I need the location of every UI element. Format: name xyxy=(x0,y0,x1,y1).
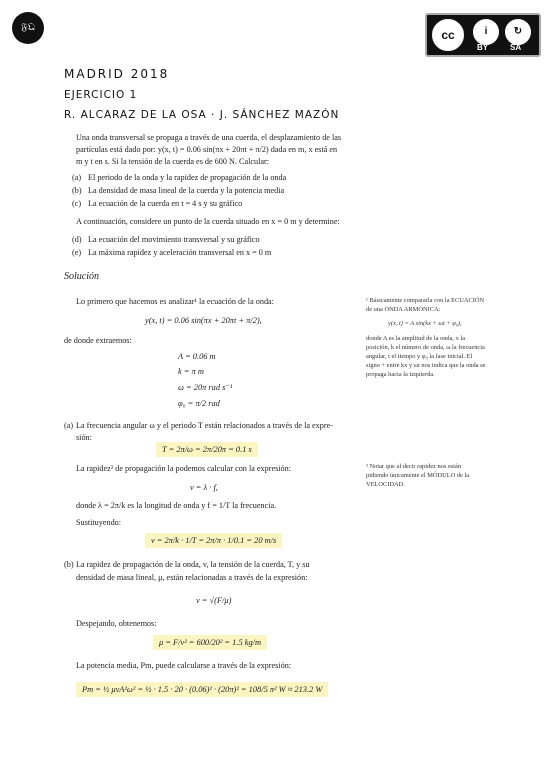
item-a-mark: (a) xyxy=(72,173,82,182)
statement-line-2: partículas está dado por: y(x, t) = 0.06 sin(πx + 20πt + π/2) dada en m, x está en xyxy=(76,145,338,154)
part-a-text-1: La frecuencia angular ω y el periodo T están relacionados a través de la expre- xyxy=(76,421,333,430)
item-e-text: La máxima rapidez y aceleración transversal en x = 0 m xyxy=(88,248,272,257)
param-amplitude: A = 0.06 m xyxy=(178,352,216,361)
item-b-mark: (b) xyxy=(72,186,82,195)
continuation-text: A continuación, considere un punto de la cuerda situado en x = 0 m y determine: xyxy=(76,217,340,226)
authors: R. ALCARAZ DE LA OSA · J. SÁNCHEZ MAZÓN xyxy=(64,109,340,121)
item-d-text: La ecuación del movimiento transversal y su gráfico xyxy=(88,235,260,244)
wave-equation: y(x, t) = 0.06 sin(πx + 20πt + π/2), xyxy=(145,316,262,325)
solution-heading: Solución xyxy=(64,271,99,282)
part-a-mark: (a) xyxy=(64,421,74,430)
page-title: MADRID 2018 xyxy=(64,67,170,81)
solution-lead: Lo primero que hacemos es analizar¹ la ecuación de la onda: xyxy=(76,297,274,306)
note-1-line-4: posición, k el número de onda, ω la frecuencia xyxy=(366,344,485,351)
note-1-equation: y(x, t) = A sin(kx + ωt + φ₀), xyxy=(388,320,462,327)
speed-result: v = 2π/k · 1/T = 2π/π · 1/0.1 = 20 m/s xyxy=(145,533,282,548)
note-2-line-2: pidiendo únicamente el MÓDULO de la xyxy=(366,472,470,479)
license-badge xyxy=(425,13,541,57)
note-1-line-7: propaga hacia la izquierda. xyxy=(366,371,435,378)
param-phase: φ₀ = π/2 rad xyxy=(178,399,220,408)
part-a-text-2: sión: xyxy=(76,433,92,442)
note-1-line-1: ¹ Básicamente compararla con la ECUACIÓN xyxy=(366,297,485,304)
part-b-text-1: La rapidez de propagación de la onda, v, la tensión de la cuerda, T, y su xyxy=(76,560,310,569)
cc-icon: cc xyxy=(432,19,464,51)
note-1-line-3: donde A es la amplitud de la onda, x la xyxy=(366,335,466,342)
note-1-line-5: angular, t el tiempo y φ₀ la fase inicial. El xyxy=(366,353,473,360)
speed-tension-formula: v = √(F/μ) xyxy=(196,596,232,605)
logo: 𝔉𝔔 xyxy=(12,12,44,44)
despejando-text: Despejando, obtenemos: xyxy=(76,619,157,628)
speed-formula: v = λ · f, xyxy=(190,483,218,492)
part-b-text-2: densidad de masa lineal, μ, están relacionadas a través de la expresión: xyxy=(76,573,308,582)
power-text: La potencia media, Pm, puede calcularse a través de la expresión: xyxy=(76,661,292,670)
item-c-mark: (c) xyxy=(72,199,82,208)
item-a-text: El periodo de la onda y la rapidez de propagación de la onda xyxy=(88,173,287,182)
item-e-mark: (e) xyxy=(72,248,82,257)
note-2-line-1: ² Notar que al decir rapidez nos están xyxy=(366,463,462,470)
item-c-text: La ecuación de la cuerda en t = 4 s y su gráfico xyxy=(88,199,243,208)
sa-label: SA xyxy=(510,43,522,52)
statement-line-1: Una onda transversal se propaga a través de una cuerda, el desplazamiento de las xyxy=(76,133,342,142)
item-b-text: La densidad de masa lineal de la cuerda y la potencia media xyxy=(88,186,285,195)
note-1-line-6: signo + entre kx y ωt nos indica que la onda se xyxy=(366,362,486,369)
item-d-mark: (d) xyxy=(72,235,82,244)
period-result: T = 2π/ω = 2π/20π = 0.1 s xyxy=(156,442,258,457)
extract-text: de donde extraemos: xyxy=(64,336,132,345)
speed-text: La rapidez² de propagación la podemos calcular con la expresión: xyxy=(76,464,292,473)
density-result: μ = F/v² = 600/20² = 1.5 kg/m xyxy=(153,635,267,650)
power-result: Pm = ½ μvA²ω² = ½ · 1.5 · 20 · (0.06)² · (20π)² = 108/5 π² W ≈ 213.2 W xyxy=(76,682,328,697)
substituting-text: Sustituyendo: xyxy=(76,518,122,527)
param-angular-freq: ω = 20π rad s⁻¹ xyxy=(178,383,233,392)
note-1-line-2: de una ONDA ARMÓNICA: xyxy=(366,306,441,313)
by-label: BY xyxy=(477,43,489,52)
by-icon: i xyxy=(473,19,499,45)
where-text: donde λ = 2π/k es la longitud de onda y f = 1/T la frecuencia. xyxy=(76,501,277,510)
statement-line-3: m y t en s. Si la tensión de la cuerda es de 600 N. Calcular: xyxy=(76,157,270,166)
exercise-label: EJERCICIO 1 xyxy=(64,89,138,101)
part-b-mark: (b) xyxy=(64,560,74,569)
note-2-line-3: VELOCIDAD. xyxy=(366,481,405,488)
sa-icon: ↻ xyxy=(505,19,531,45)
param-wavenumber: k = π m xyxy=(178,367,204,376)
